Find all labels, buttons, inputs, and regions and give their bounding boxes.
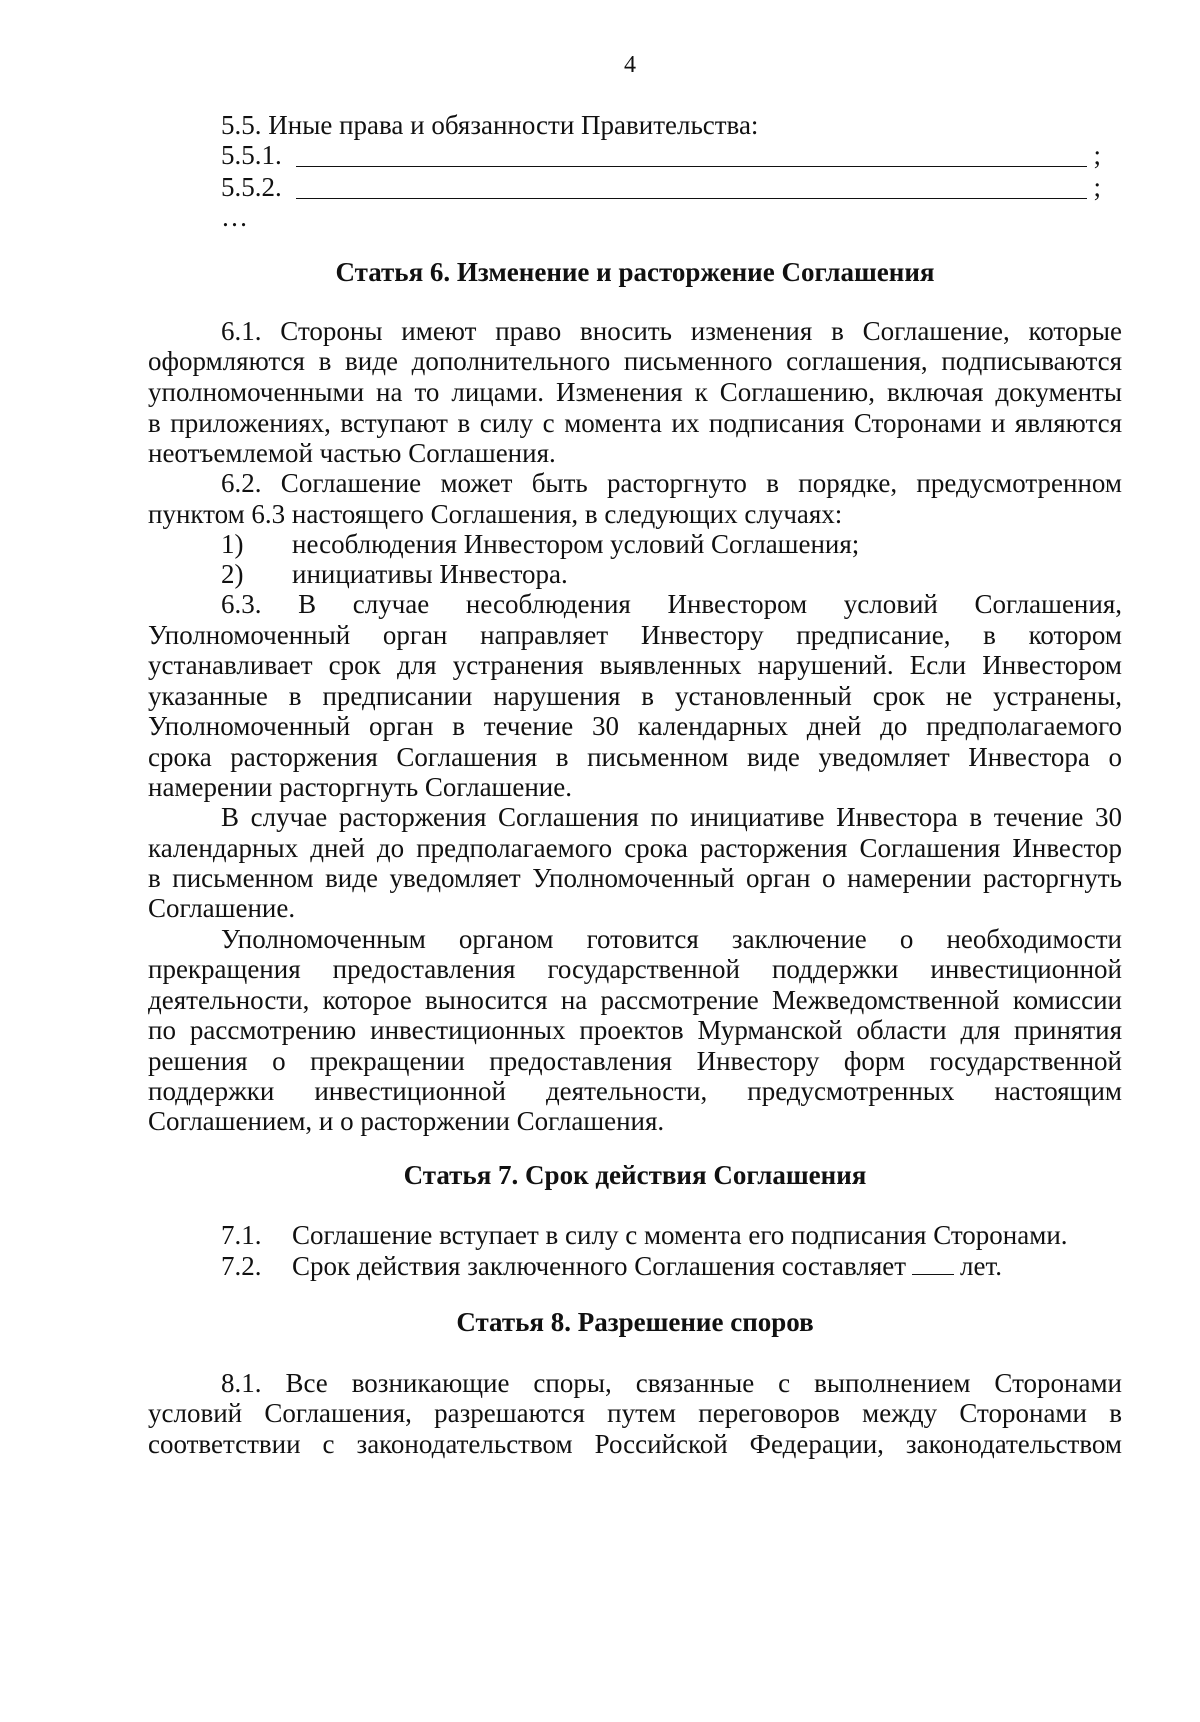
paragraph-line: в письменном виде уведомляет Уполномоченный орган о намерении расторгнуть (148, 863, 1122, 893)
paragraph-line: оформляются в виде дополнительного письменного соглашения, подписываются (148, 346, 1122, 376)
paragraph-line: поддержки инвестиционной деятельности, предусмотренных настоящим (148, 1076, 1122, 1106)
paragraph-line: уполномоченными на то лицами. Изменения к Соглашению, включая документы (148, 377, 1122, 407)
section-5-5-intro: 5.5. Иные права и обязанности Правительства: (221, 110, 759, 140)
article-8-heading: Статья 8. Разрешение споров (456, 1307, 814, 1337)
list-number: 2) (221, 559, 244, 589)
list-number: 1) (221, 529, 244, 559)
list-text: несоблюдения Инвестором условий Соглашения; (292, 529, 860, 559)
paragraph-line: Соглашением, и о расторжении Соглашения. (148, 1106, 665, 1136)
paragraph-line: в приложениях, вступают в силу с момента их подписания Сторонами и являются (148, 408, 1122, 438)
article-7-heading: Статья 7. Срок действия Соглашения (403, 1160, 867, 1190)
item-number: 5.5.1. (221, 140, 282, 170)
paragraph-line: по рассмотрению инвестиционных проектов Мурманской области для принятия (148, 1015, 1122, 1045)
paragraph-line: Соглашение. (148, 893, 296, 923)
paragraph-line: календарных дней до предполагаемого срока расторжения Соглашения Инвестор (148, 833, 1122, 863)
paragraph-line: Уполномоченный орган направляет Инвестору предписание, в котором (148, 620, 1122, 650)
item-terminator: ; (1093, 172, 1101, 202)
item-number: 7.1. (221, 1220, 262, 1250)
item-text-part: лет. (960, 1251, 1003, 1281)
paragraph-line: деятельности, которое выносится на рассмотрение Межведомственной комиссии (148, 985, 1122, 1015)
list-text: инициативы Инвестора. (292, 559, 568, 589)
paragraph-line: условий Соглашения, разрешаются путем переговоров между Сторонами в (148, 1398, 1122, 1428)
item-number: 5.5.2. (221, 172, 282, 202)
paragraph-line: намерении расторгнуть Соглашение. (148, 772, 572, 802)
item-text (292, 1250, 1002, 1283)
paragraph-line: 6.1. Стороны имеют право вносить изменения в Соглашение, которые (221, 316, 1122, 346)
paragraph-line: решения о прекращении предоставления Инвестору форм государственной (148, 1046, 1122, 1076)
paragraph-line: В случае расторжения Соглашения по инициативе Инвестора в течение 30 (221, 802, 1122, 832)
paragraph-line: пунктом 6.3 настоящего Соглашения, в следующих случаях: (148, 499, 843, 529)
item-number: 7.2. (221, 1251, 262, 1281)
paragraph-line: 6.2. Соглашение может быть расторгнуто в порядке, предусмотренном (221, 468, 1122, 498)
fill-in-blank (912, 1250, 954, 1275)
paragraph-line: 6.3. В случае несоблюдения Инвестором условий Соглашения, (221, 589, 1122, 619)
item-text: Соглашение вступает в силу с момента его подписания Сторонами. (292, 1220, 1068, 1250)
paragraph-line: 8.1. Все возникающие споры, связанные с выполнением Сторонами (221, 1368, 1122, 1398)
page-number: 4 (624, 52, 636, 78)
paragraph-line: прекращения предоставления государственной поддержки инвестиционной (148, 954, 1122, 984)
paragraph-line: Уполномоченным органом готовится заключение о необходимости (221, 924, 1122, 954)
paragraph-line: Уполномоченный орган в течение 30 календарных дней до предполагаемого (148, 711, 1122, 741)
item-text-part: Срок действия заключенного Соглашения составляет (292, 1251, 907, 1281)
paragraph-line: неотъемлемой частью Соглашения. (148, 438, 556, 468)
paragraph-line: указанные в предписании нарушения в установленный срок не устранены, (148, 681, 1122, 711)
paragraph-line: срока расторжения Соглашения в письменном виде уведомляет Инвестора о (148, 742, 1122, 772)
fill-in-blank (296, 166, 1087, 167)
article-6-heading: Статья 6. Изменение и расторжение Соглашения (335, 257, 935, 287)
paragraph-line: соответствии с законодательством Российской Федерации, законодательством (148, 1429, 1122, 1459)
item-terminator: ; (1093, 140, 1101, 170)
fill-in-blank (296, 198, 1087, 199)
ellipsis: … (221, 202, 248, 232)
paragraph-line: устанавливает срок для устранения выявленных нарушений. Если Инвестором (148, 650, 1122, 680)
